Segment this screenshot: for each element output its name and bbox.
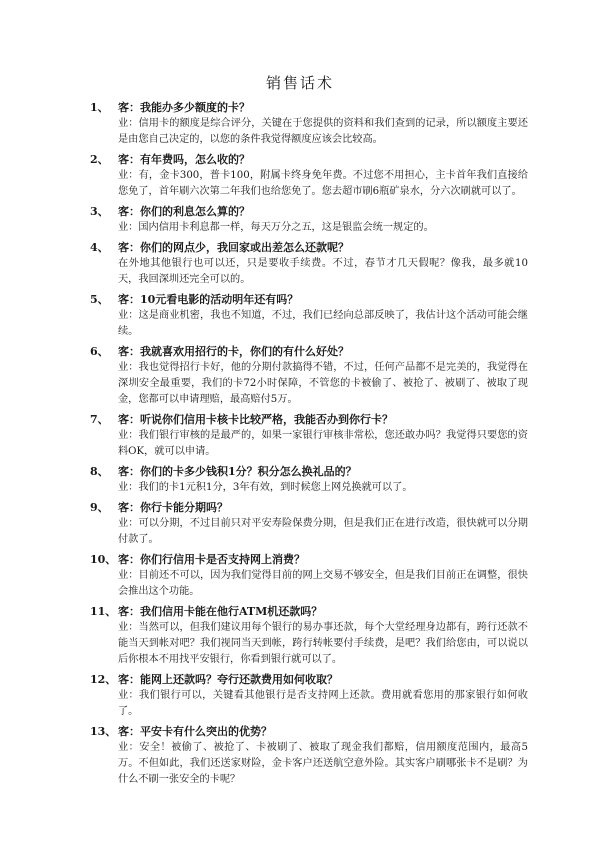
question-number: 6、 bbox=[90, 345, 109, 358]
question-text: 客：我们信用卡能在他行ATM机还款吗？ bbox=[118, 605, 323, 618]
question-number: 11、 bbox=[90, 605, 117, 618]
qa-item bbox=[90, 152, 528, 200]
question-text: 客：我就喜欢用招行的卡，你们的有什么好处？ bbox=[118, 345, 349, 358]
qa-item bbox=[90, 464, 528, 496]
question-line bbox=[90, 292, 528, 308]
answer-text: 业：可以分期，不过目前只对平安寿险保费分期，但是我们正在进行改造，很快就可以分期付款了。 bbox=[118, 518, 528, 545]
question-line bbox=[90, 152, 528, 168]
question-number: 12、 bbox=[90, 673, 117, 686]
question-text: 客：有年费吗，怎么收的？ bbox=[118, 153, 250, 166]
answer-text: 业：安全！被偷了、被抢了、卡被刷了、被取了现金我们都赔，信用额度范围内，最高5万。不但如此，我们还送家财险，金卡客户还送航空意外险。其实客户刷哪张卡不是刷？为什么不刷一张安全的卡呢？ bbox=[118, 742, 528, 785]
question-text: 客：平安卡有什么突出的优势？ bbox=[118, 725, 272, 738]
question-text: 客：你行卡能分期吗？ bbox=[118, 501, 228, 514]
qa-item bbox=[90, 552, 528, 600]
qa-item bbox=[90, 292, 528, 340]
question-number: 3、 bbox=[90, 205, 109, 218]
question-number: 4、 bbox=[90, 241, 109, 254]
question-line bbox=[90, 344, 528, 360]
answer-text: 业：目前还不可以，因为我们觉得目前的网上交易不够安全，但是我们目前正在调整，很快会推出这个功能。 bbox=[118, 570, 528, 597]
question-text: 客：我能办多少额度的卡？ bbox=[118, 101, 250, 114]
qa-item bbox=[90, 100, 528, 148]
question-text: 客：10元看电影的活动明年还有吗？ bbox=[118, 293, 299, 306]
question-line bbox=[90, 204, 528, 220]
qa-item bbox=[90, 412, 528, 460]
question-number: 5、 bbox=[90, 293, 109, 306]
question-number: 2、 bbox=[90, 153, 109, 166]
question-line bbox=[90, 464, 528, 480]
question-number: 13、 bbox=[90, 725, 117, 738]
answer-text: 业：信用卡的额度是综合评分，关键在于您提供的资料和我们查到的记录，所以额度主要还是由您自己决定的，以您的条件我觉得额度应该会比较高。 bbox=[118, 118, 528, 145]
qa-item bbox=[90, 500, 528, 548]
qa-item bbox=[90, 724, 528, 788]
qa-list bbox=[90, 100, 528, 792]
question-text: 客：能网上还款吗？夸行还款费用如何收取？ bbox=[118, 673, 338, 686]
qa-item bbox=[90, 604, 528, 668]
question-line bbox=[90, 240, 528, 256]
answer-text: 业：我们的卡1元积1分，3年有效，到时候您上网兑换就可以了。 bbox=[118, 482, 413, 493]
question-line bbox=[90, 412, 528, 428]
question-line bbox=[90, 100, 528, 116]
question-number: 8、 bbox=[90, 465, 109, 478]
answer-text: 业：当然可以，但我们建议用每个银行的易办事还款，每个大堂经理身边都有，跨行还款不能当天到帐对吧？我们视同当天到帐，跨行转帐要付手续费，是吧？我们给您由，可以说以后你根本不用找平安银行，你看到银行就可以了。 bbox=[118, 622, 528, 665]
answer-text: 业：这是商业机密，我也不知道，不过，我们已经向总部反映了，我估计这个活动可能会继续。 bbox=[118, 310, 528, 337]
answer-text: 业：我们银行可以，关键看其他银行是否支持网上还款。费用就看您用的那家银行如何收了。 bbox=[118, 690, 528, 717]
question-text: 客：听说你们信用卡核卡比较严格，我能否办到你行卡？ bbox=[118, 413, 393, 426]
question-text: 客：你们行信用卡是否支持网上消费？ bbox=[118, 553, 305, 566]
question-number: 7、 bbox=[90, 413, 109, 426]
answer-text: 在外地其他银行也可以还，只是要收手续费。不过，春节才几天假呢？像我，最多就10天，我回深圳还完全可以的。 bbox=[118, 258, 528, 285]
question-line bbox=[90, 500, 528, 516]
qa-item bbox=[90, 204, 528, 236]
question-line bbox=[90, 672, 528, 688]
question-line bbox=[90, 724, 528, 740]
qa-item bbox=[90, 240, 528, 288]
question-number: 9、 bbox=[90, 501, 109, 514]
answer-text: 业：国内信用卡利息都一样，每天万分之五，这是银监会统一规定的。 bbox=[118, 222, 434, 233]
question-number: 10、 bbox=[90, 553, 117, 566]
qa-item bbox=[90, 344, 528, 408]
document-title: 销售话术 bbox=[265, 74, 334, 92]
question-text: 客：你们的网点少，我回家或出差怎么还款呢？ bbox=[118, 241, 349, 254]
question-text: 客：你们的利息怎么算的？ bbox=[118, 205, 250, 218]
answer-text: 业：我也觉得招行卡好，他的分期付款搞得不错，不过，任何产品都不是完美的，我觉得在深圳安全最重要，我们的卡72小时保障，不管您的卡被偷了、被抢了、被刷了、被取了现金，您都可以申请理赔，最高赔付5万。 bbox=[118, 362, 528, 405]
answer-text: 业：有，金卡300，普卡100，附属卡终身免年费。不过您不用担心，主卡首年我们直接给您免了，首年刷六次第二年我们也给您免了。您去超市刷6瓶矿泉水，分六次刷就可以了。 bbox=[118, 170, 528, 197]
answer-text: 业：我们银行审核的是最严的，如果一家银行审核非常松，您还敢办吗？我觉得只要您的资料OK，就可以申请。 bbox=[118, 430, 528, 457]
question-text: 客：你们的卡多少钱积1分？积分怎么换礼品的？ bbox=[118, 465, 357, 478]
question-line bbox=[90, 552, 528, 568]
qa-item bbox=[90, 672, 528, 720]
question-number: 1、 bbox=[90, 101, 109, 114]
question-line bbox=[90, 604, 528, 620]
